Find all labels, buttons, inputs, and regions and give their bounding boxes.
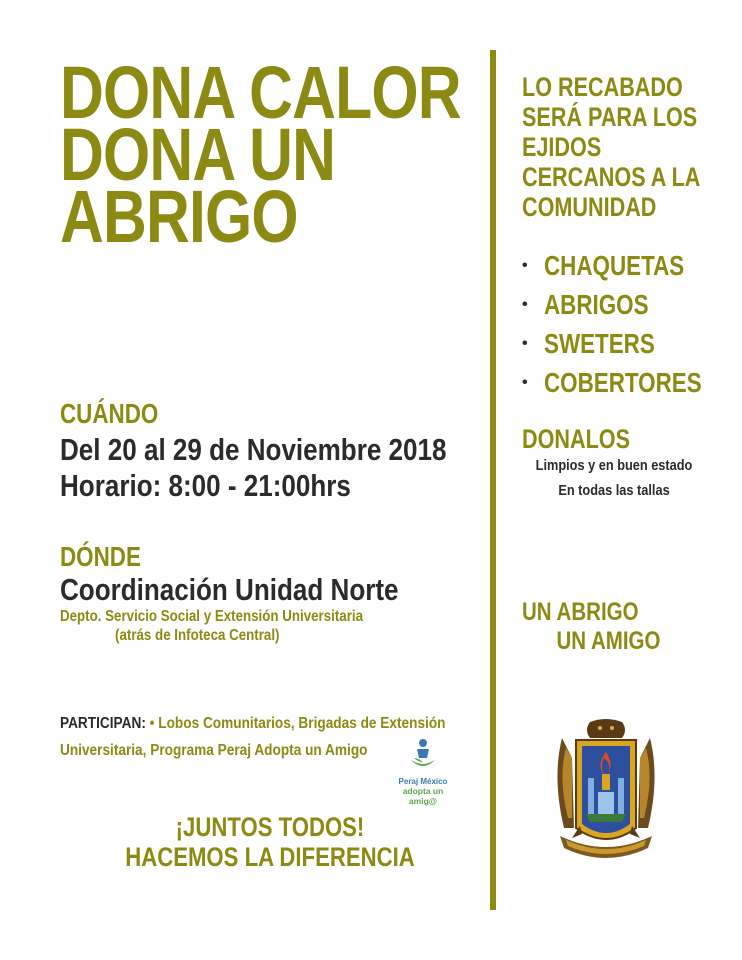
item-label: CHAQUETAS	[544, 249, 685, 281]
slogan	[60, 812, 480, 872]
donate-line-1: Limpios y en buen estado	[535, 458, 693, 474]
intro-line-4: CERCANOS A LA	[522, 162, 701, 192]
peraj-logo	[388, 738, 458, 806]
donate-heading: DONALOS	[522, 424, 630, 454]
participants-line-1: • Lobos Comunitarios, Brigadas de Extensión	[149, 715, 446, 732]
item-label: COBERTORES	[544, 366, 702, 398]
title-line-1: DONA CALOR	[60, 51, 461, 134]
list-item	[522, 363, 741, 402]
when-label: CUÁNDO	[60, 398, 159, 429]
motto-line-1: UN ABRIGO	[522, 598, 639, 626]
when-dates: Del 20 al 29 de Noviembre 2018	[60, 432, 447, 467]
participants-line-2: Universitaria, Programa Peraj Adopta un Amigo	[60, 742, 368, 759]
bullet-icon: •	[522, 334, 528, 352]
list-item	[522, 285, 741, 324]
bullet-icon: •	[522, 373, 528, 391]
where-place: Coordinación Unidad Norte	[60, 572, 399, 607]
slogan-line-2: HACEMOS LA DIFERENCIA	[125, 842, 415, 872]
where-label: DÓNDE	[60, 541, 141, 572]
intro-line-1: LO RECABADO	[522, 72, 683, 102]
where-note: (atrás de Infoteca Central)	[115, 627, 280, 644]
list-item	[522, 246, 741, 285]
main-title	[60, 51, 549, 258]
list-item	[522, 324, 741, 363]
slogan-line-1: ¡JUNTOS TODOS!	[175, 812, 365, 842]
donate-line-2: En todas las tallas	[558, 483, 670, 499]
peraj-name: Peraj México	[398, 777, 448, 786]
donate-heading-block	[522, 424, 657, 455]
donate-notes	[508, 454, 720, 504]
item-label: ABRIGOS	[544, 288, 649, 320]
intro-line-5: COMUNIDAD	[522, 192, 657, 222]
peraj-tagline: adopta un amig@	[402, 786, 444, 806]
item-label: SWETERS	[544, 327, 655, 359]
bullet-icon: •	[522, 256, 528, 274]
motto-line-2: UN AMIGO	[556, 627, 661, 655]
where-section	[60, 541, 463, 645]
where-dept: Depto. Servicio Social y Extensión Universitaria	[60, 608, 364, 625]
right-intro	[522, 72, 742, 222]
peraj-figure-icon	[408, 738, 438, 772]
items-list	[522, 246, 741, 402]
when-hours: Horario: 8:00 - 21:00hrs	[60, 468, 351, 503]
when-section	[60, 398, 520, 504]
intro-line-2: SERÁ PARA LOS	[522, 102, 698, 132]
motto	[522, 598, 691, 656]
title-line-3: ABRIGO	[60, 175, 298, 258]
title-line-2: DONA UN	[60, 113, 336, 196]
bullet-icon: •	[522, 295, 528, 313]
university-crest-icon	[552, 718, 660, 868]
participants-label: PARTICIPAN:	[60, 715, 146, 732]
intro-line-3: EJIDOS	[522, 132, 602, 162]
